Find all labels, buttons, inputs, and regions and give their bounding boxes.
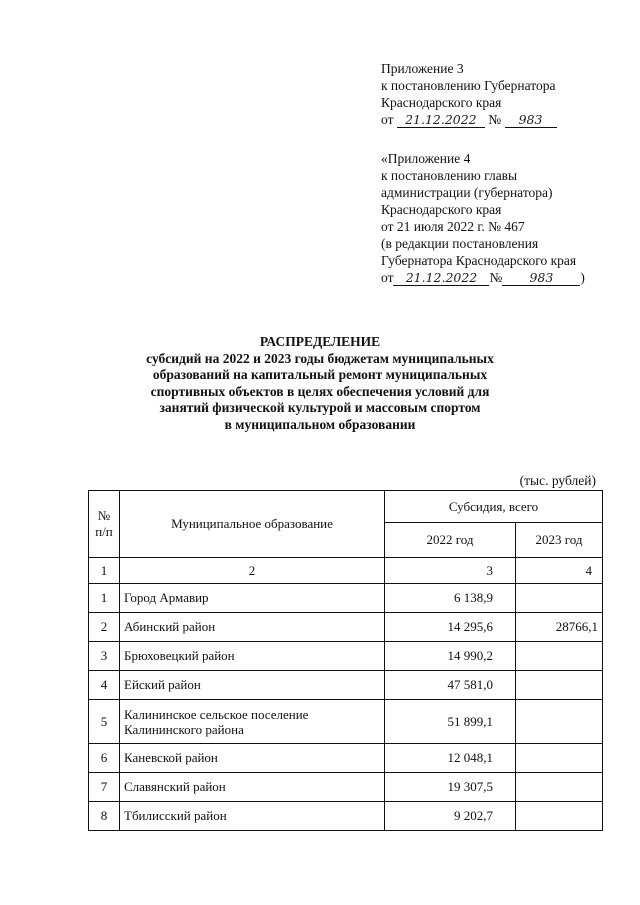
table-row — [89, 700, 603, 744]
table-header-row — [89, 491, 603, 523]
row-2023 — [516, 584, 603, 613]
annex-3-block — [381, 60, 557, 128]
row-2023 — [516, 744, 603, 773]
row-2023 — [516, 773, 603, 802]
closing-paren: ) — [580, 270, 585, 285]
colnum-3: 3 — [385, 558, 516, 584]
number-prefix: № — [488, 112, 502, 127]
unit-label: (тыс. рублей) — [519, 473, 596, 488]
title-line2: образований на капитальный ремонт муниципальных — [152, 367, 488, 382]
annex-4-line7: Губернатора Краснодарского края — [381, 253, 577, 268]
row-2022: 51 899,1 — [385, 700, 516, 744]
annex-3-line2: к постановлению Губернатора — [381, 78, 556, 93]
row-2022: 19 307,5 — [385, 773, 516, 802]
row-municipality: Тбилисский район — [120, 802, 385, 831]
annex-4-line3: администрации (губернатора) — [381, 185, 553, 200]
number-prefix: № — [489, 270, 503, 285]
annex-3-date-line — [381, 111, 557, 128]
row-2022: 9 202,7 — [385, 802, 516, 831]
row-municipality: Брюховецкий район — [120, 642, 385, 671]
header-number: № п/п — [89, 491, 120, 558]
document-title — [0, 334, 640, 433]
row-number: 8 — [89, 802, 120, 831]
row-number: 5 — [89, 700, 120, 744]
row-municipality: Абинский район — [120, 613, 385, 642]
row-2023 — [516, 642, 603, 671]
colnum-2: 2 — [120, 558, 385, 584]
row-2023: 28766,1 — [516, 613, 603, 642]
table-row — [89, 613, 603, 642]
colnum-4: 4 — [516, 558, 603, 584]
row-2022: 12 048,1 — [385, 744, 516, 773]
table-colnum-row — [89, 558, 603, 584]
handwritten-date: 21.12.2022 — [397, 113, 485, 128]
annex-4-line6: (в редакции постановления — [381, 236, 539, 251]
annex-3-line3: Краснодарского края — [381, 95, 502, 110]
row-municipality: Каневской район — [120, 744, 385, 773]
annex-4-line4: Краснодарского края — [381, 202, 502, 217]
annex-4-block — [381, 150, 585, 286]
date-prefix: от — [381, 112, 394, 127]
row-2022: 14 990,2 — [385, 642, 516, 671]
header-2023: 2023 год — [516, 523, 603, 558]
table-row — [89, 802, 603, 831]
title-heading: РАСПРЕДЕЛЕНИЕ — [259, 334, 381, 349]
row-number: 1 — [89, 584, 120, 613]
annex-4-date-line — [381, 269, 585, 286]
subsidy-table — [88, 490, 603, 831]
row-number: 7 — [89, 773, 120, 802]
handwritten-number: 983 — [502, 271, 580, 286]
row-municipality: Славянский район — [120, 773, 385, 802]
annex-4-line5: от 21 июля 2022 г. № 467 — [381, 219, 525, 234]
table-row — [89, 584, 603, 613]
row-2023 — [516, 700, 603, 744]
row-2022: 47 581,0 — [385, 671, 516, 700]
annex-3-line1: Приложение 3 — [381, 61, 464, 76]
row-2022: 14 295,6 — [385, 613, 516, 642]
row-2023 — [516, 802, 603, 831]
table-row — [89, 671, 603, 700]
header-municipality: Муниципальное образование — [120, 491, 385, 558]
title-line4: занятий физической культурой и массовым спортом — [159, 400, 481, 415]
row-2023 — [516, 671, 603, 700]
row-number: 4 — [89, 671, 120, 700]
row-municipality: Калининское сельское поселение Калининского района — [120, 700, 385, 744]
title-line1: субсидий на 2022 и 2023 годы бюджетам муниципальных — [146, 350, 494, 366]
row-municipality: Ейский район — [120, 671, 385, 700]
handwritten-date: 21.12.2022 — [393, 271, 489, 286]
header-subsidy: Субсидия, всего — [385, 491, 603, 523]
table-row — [89, 642, 603, 671]
annex-4-line1: «Приложение 4 — [381, 151, 471, 166]
annex-4-line2: к постановлению главы — [381, 168, 518, 183]
title-line5: в муниципальном образовании — [224, 416, 416, 432]
table-row — [89, 744, 603, 773]
date-prefix: от — [381, 270, 394, 285]
row-number: 6 — [89, 744, 120, 773]
row-number: 3 — [89, 642, 120, 671]
title-line3: спортивных объектов в целях обеспечения условий для — [150, 383, 490, 399]
handwritten-number: 983 — [505, 113, 557, 128]
colnum-1: 1 — [89, 558, 120, 584]
table-row — [89, 773, 603, 802]
header-2022: 2022 год — [385, 523, 516, 558]
row-2022: 6 138,9 — [385, 584, 516, 613]
row-number: 2 — [89, 613, 120, 642]
row-municipality: Город Армавир — [120, 584, 385, 613]
